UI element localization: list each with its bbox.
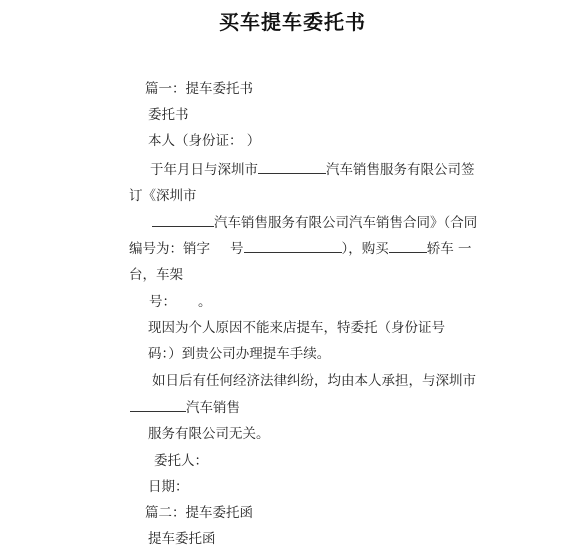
text-segment: 号 <box>230 241 244 257</box>
text-segment: 编号为：销字 <box>129 241 210 257</box>
dealer-name-blank <box>152 212 214 227</box>
text-segment: 号： <box>149 294 176 310</box>
paragraph1-line4 <box>129 238 472 259</box>
text-segment: 订《深圳市 <box>129 188 197 204</box>
paragraph3-line1: 如日后有任何经济法律纠纷，均由本人承担，与深圳市 <box>152 373 476 389</box>
dealer-name-blank <box>258 159 326 174</box>
text-segment: 台，车架 <box>129 267 183 283</box>
paragraph2-line2: 码：）到贵公司办理提车手续。 <box>148 346 331 362</box>
paragraph1-line5 <box>129 265 183 285</box>
paragraph3-line3: 服务有限公司无关。 <box>148 426 270 442</box>
text-segment: 于年月日与深圳市 <box>150 162 258 178</box>
text-segment: ），购买 <box>341 241 389 257</box>
text-segment: 。 <box>198 294 212 310</box>
doc-heading: 委托书 <box>148 107 189 123</box>
date-line: 日期： <box>148 479 189 495</box>
text-segment: 汽车销售 <box>186 400 240 416</box>
dealer-name-blank <box>130 397 186 412</box>
paragraph3-line2 <box>130 397 240 418</box>
text-segment: 汽车销售服务有限公司汽车销售合同》（合同 <box>214 215 478 231</box>
section1-heading: 篇一：提车委托书 <box>145 81 253 97</box>
contract-number-blank <box>244 238 342 253</box>
paragraph1-line3 <box>152 212 477 233</box>
letter-heading: 提车委托函 <box>148 531 216 547</box>
text-segment: 汽车销售服务有限公司签 <box>326 162 475 178</box>
principal-line: 本人（身份证： ） <box>148 133 261 149</box>
paragraph1-line6 <box>149 292 212 312</box>
paragraph1-line1 <box>150 159 475 180</box>
paragraph2-line1: 现因为个人原因不能来店提车，特委托（身份证号 <box>148 320 445 336</box>
signer-line: 委托人： <box>154 453 208 469</box>
document-title: 买车提车委托书 <box>219 10 366 34</box>
section2-heading: 篇二：提车委托函 <box>145 505 253 521</box>
text-segment: 轿车 一 <box>426 241 472 257</box>
paragraph1-line2 <box>129 186 197 206</box>
car-model-blank <box>389 238 427 253</box>
